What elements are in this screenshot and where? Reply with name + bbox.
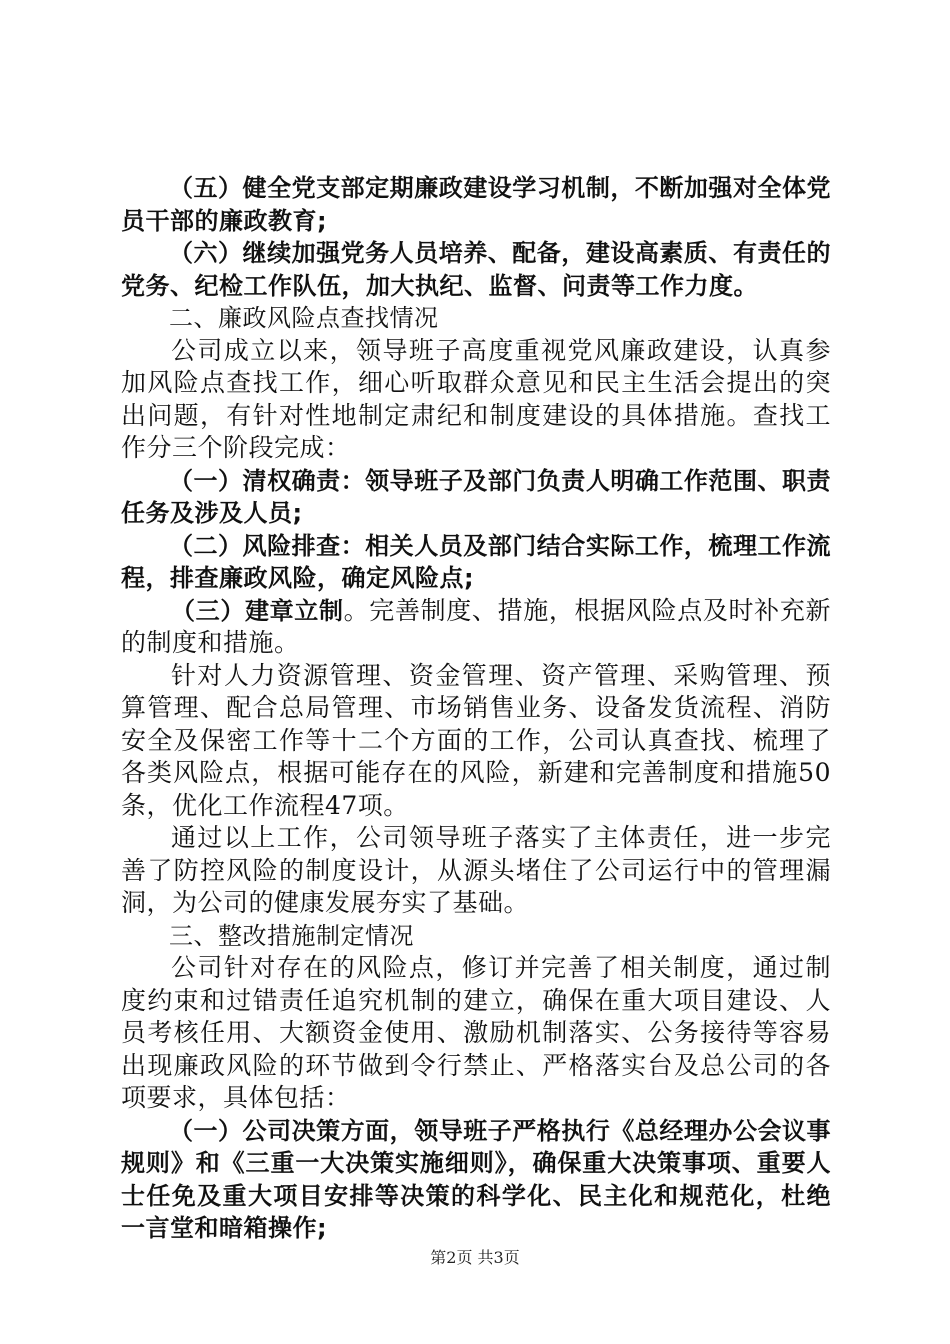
paragraph-risk-areas: 针对人力资源管理、资金管理、资产管理、采购管理、预算管理、配合总局管理、市场销售业务、设备发货流程、消防安全及保密工作等十二个方面的工作，公司认真查找、梳理了各类风险点，根据可能存在的风险，新建和完善制度和措施50条，优化工作流程47项。 <box>121 660 831 820</box>
paragraph-stage-1: （一）清权确责：领导班子及部门负责人明确工作范围、职责任务及涉及人员; <box>121 466 831 527</box>
paragraph-rectification-intro: 公司针对存在的风险点，修订并完善了相关制度，通过制度约束和过错责任追究机制的建立，确保在重大项目建设、人员考核任用、大额资金使用、激励机制落实、公务接待等容易出现廉政风险的环节做到令行禁止、严格落实台及总公司的各项要求，具体包括： <box>121 953 831 1112</box>
stage-3-title: （三）建章立制 <box>171 596 344 625</box>
paragraph-summary: 通过以上工作，公司领导班子落实了主体责任，进一步完善了防控风险的制度设计，从源头堵住了公司运行中的管理漏洞，为公司的健康发展夯实了基础。 <box>121 823 831 917</box>
document-body <box>121 172 831 1245</box>
stage-3-body: 。完善制度、措施，根据风险点及时补充新的制度和措施。 <box>121 595 831 657</box>
paragraph-item-6: （六）继续加强党务人员培养、配备，建设高素质、有责任的党务、纪检工作队伍，加大执纪、监督、问责等工作力度。 <box>121 239 831 300</box>
page-footer <box>0 1245 950 1268</box>
page-indicator: 第2页 共3页 <box>430 1248 520 1267</box>
paragraph-item-5: （五）健全党支部定期廉政建设学习机制，不断加强对全体党员干部的廉政教育; <box>121 174 831 235</box>
paragraph-stage-3 <box>121 595 831 660</box>
section-heading-2: 二、廉政风险点查找情况 <box>169 304 439 332</box>
paragraph-risk-intro: 公司成立以来，领导班子高度重视党风廉政建设，认真参加风险点查找工作，细心听取群众意见和民主生活会提出的突出问题，有针对性地制定肃纪和制度建设的具体措施。查找工作分三个阶段完成： <box>121 335 831 462</box>
section-heading-3: 三、整改措施制定情况 <box>169 921 414 950</box>
paragraph-decision-making: （一）公司决策方面，领导班子严格执行《总经理办公会议事规则》和《三重一大决策实施细则》，确保重大决策事项、重要人士任免及重大项目安排等决策的科学化、民主化和规范化，杜绝一言堂和暗箱操作; <box>121 1116 831 1242</box>
paragraph-stage-2: （二）风险排查：相关人员及部门结合实际工作，梳理工作流程，排查廉政风险，确定风险点; <box>121 531 831 592</box>
